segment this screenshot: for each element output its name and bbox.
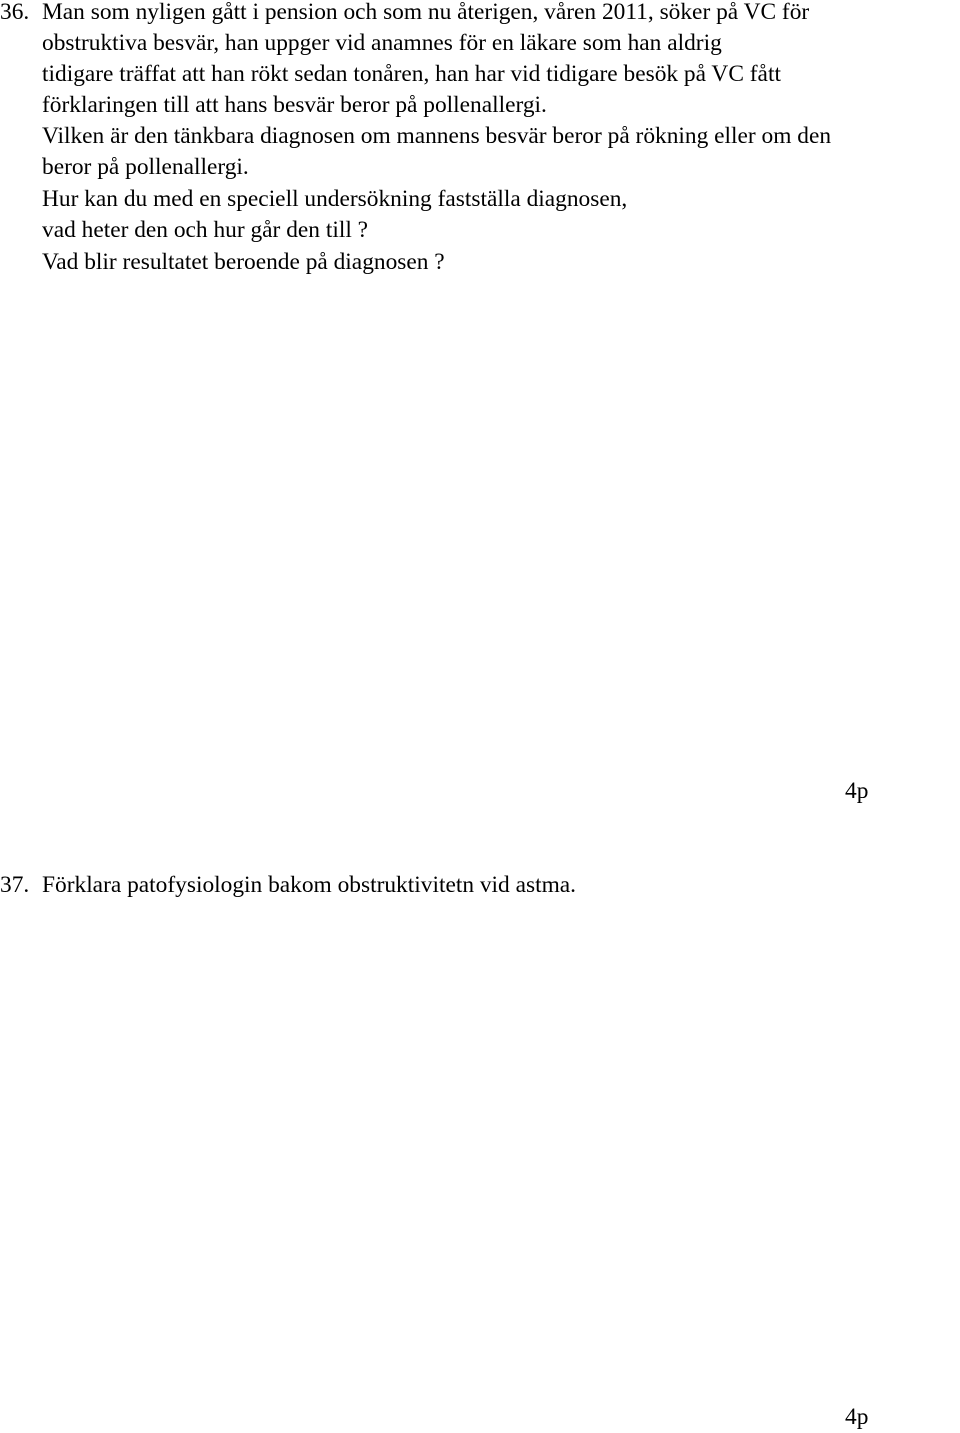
question-text-line: beror på pollenallergi. [42,154,249,180]
question-number: 36. [0,0,30,25]
points-label: 4p [845,778,869,804]
question-text-line: tidigare träffat att han rökt sedan tonåren, han har vid tidigare besök på VC fått [42,61,781,87]
question-text-line: obstruktiva besvär, han uppger vid anamnes för en läkare som han aldrig [42,30,722,56]
question-number: 37. [0,872,30,898]
question-text-line: Vilken är den tänkbara diagnosen om mannens besvär beror på rökning eller om den [42,123,832,149]
question-text-line: Hur kan du med en speciell undersökning fastställa diagnosen, [42,186,628,212]
points-label: 4p [845,1404,869,1430]
question-text-line: Man som nyligen gått i pension och som nu återigen, våren 2011, söker på VC för [42,0,810,25]
question-text-line: Förklara patofysiologin bakom obstruktivitetn vid astma. [42,872,577,898]
question-text-line: Vad blir resultatet beroende på diagnosen ? [42,249,445,275]
question-text-line: förklaringen till att hans besvär beror på pollenallergi. [42,92,547,118]
question-text-line: vad heter den och hur går den till ? [42,217,369,243]
